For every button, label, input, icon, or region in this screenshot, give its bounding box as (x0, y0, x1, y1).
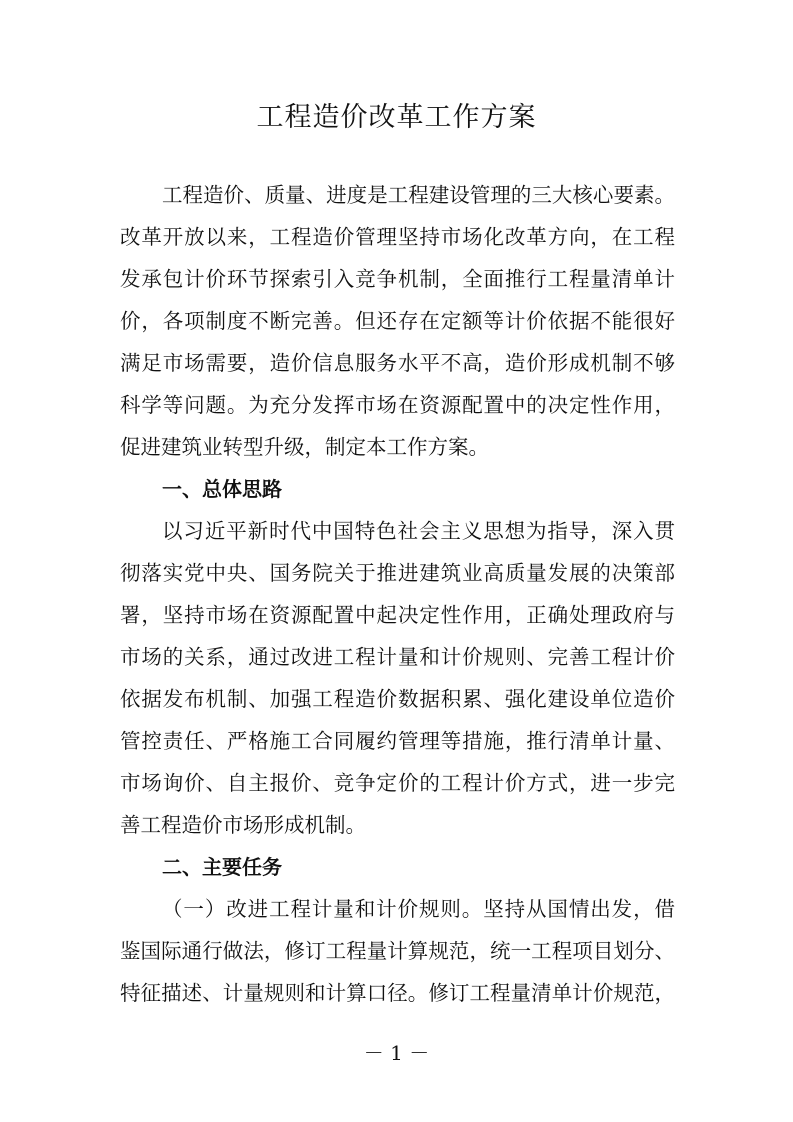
section1-line-2: 彻落实党中央、国务院关于推进建筑业高质量发展的决策部 (120, 561, 675, 585)
section1-line-4: 市场的关系，通过改进工程计量和计价规则、完善工程计价 (120, 645, 675, 669)
intro-line-3: 发承包计价环节探索引入竞争机制，全面推行工程量清单计 (120, 267, 675, 291)
intro-line-5: 满足市场需要，造价信息服务水平不高，造价形成机制不够 (120, 351, 675, 375)
section-heading-main-tasks: 二、主要任务 (162, 855, 282, 879)
section1-line-6: 管控责任、严格施工合同履约管理等措施，推行清单计量、 (120, 729, 675, 753)
section2-line-1: （一）改进工程计量和计价规则。坚持从国情出发，借 (162, 897, 675, 921)
section1-line-5: 依据发布机制、加强工程造价数据积累、强化建设单位造价 (120, 687, 675, 711)
section1-line-1: 以习近平新时代中国特色社会主义思想为指导，深入贯 (162, 519, 675, 543)
section2-line-3: 特征描述、计量规则和计算口径。修订工程量清单计价规范， (120, 981, 675, 1005)
page-number: － 1 － (363, 1041, 430, 1065)
document-title: 工程造价改革工作方案 (256, 102, 537, 133)
section1-line-7: 市场询价、自主报价、竞争定价的工程计价方式，进一步完 (120, 771, 675, 795)
section2-line-2: 鉴国际通行做法，修订工程量计算规范，统一工程项目划分、 (120, 939, 675, 963)
section1-line-8: 善工程造价市场形成机制。 (120, 813, 366, 837)
intro-line-4: 价，各项制度不断完善。但还存在定额等计价依据不能很好 (120, 309, 675, 333)
intro-line-6: 科学等问题。为充分发挥市场在资源配置中的决定性作用， (120, 393, 675, 417)
intro-line-2: 改革开放以来，工程造价管理坚持市场化改革方向，在工程 (120, 225, 675, 249)
section1-line-3: 署，坚持市场在资源配置中起决定性作用，正确处理政府与 (120, 603, 675, 627)
section-heading-general-approach: 一、总体思路 (162, 477, 282, 501)
intro-line-1: 工程造价、质量、进度是工程建设管理的三大核心要素。 (162, 183, 675, 207)
intro-line-7: 促进建筑业转型升级，制定本工作方案。 (120, 435, 489, 459)
